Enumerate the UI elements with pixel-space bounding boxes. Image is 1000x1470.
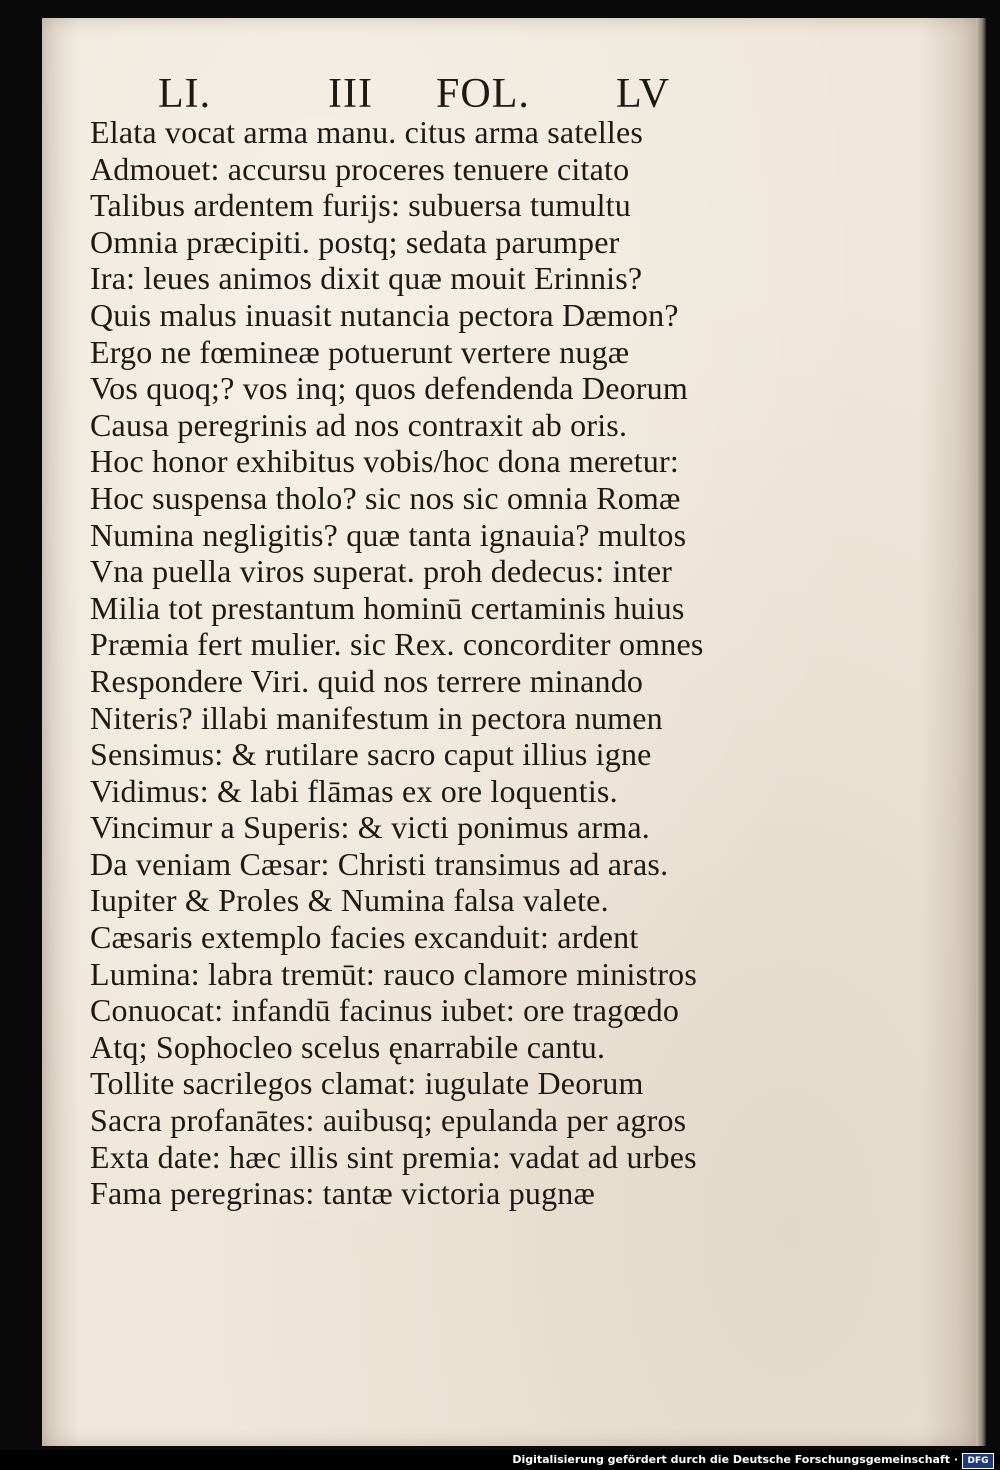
verse-line: Ergo ne fœmineæ potuerunt vertere nugæ: [90, 333, 630, 370]
verse-line: Vincimur a Superis: & victi ponimus arma.: [90, 809, 650, 846]
verse-block: [90, 114, 770, 1212]
verse-line: Conuocat: infandū facinus iubet: ore tragœdo: [90, 992, 680, 1029]
verse-line: Hoc suspensa tholo? sic nos sic omnia Romæ: [90, 479, 681, 516]
verse-line: Numina negligitis? quæ tanta ignauia? multos: [90, 516, 687, 553]
verse-line: Admouet: accursu proceres tenuere citato: [90, 150, 630, 187]
dfg-logo-icon: DFG: [962, 1453, 994, 1469]
verse-line: Quis malus inuasit nutancia pectora Dæmon?: [90, 296, 679, 333]
verse-line: Elata vocat arma manu. citus arma satelles: [90, 114, 644, 150]
verse-line: Vidimus: & labi flāmas ex ore loquentis.: [90, 772, 618, 809]
verse-line: Fama peregrinas: tantæ victoria pugnæ: [90, 1175, 596, 1212]
verse-line: Sensimus: & rutilare sacro caput illius igne: [90, 736, 652, 773]
page-edge: [976, 18, 986, 1446]
verse-line: Respondere Viri. quid nos terrere minando: [90, 662, 644, 699]
verse-line: Niteris? illabi manifestum in pectora numen: [90, 699, 663, 736]
verse-line: Sacra profanātes: auibusq; epulanda per agros: [90, 1102, 687, 1139]
header-number: III: [328, 71, 373, 117]
header-leaf: LV: [616, 71, 671, 117]
verse-line: Causa peregrinis ad nos contraxit ab oris.: [90, 406, 628, 443]
verse-line: Omnia præcipiti. postq; sedata parumper: [90, 223, 620, 260]
verse-line: Milia tot prestantum hominū certaminis huius: [90, 589, 685, 626]
verse-line: Præmia fert mulier. sic Rex. concorditer omnes: [90, 626, 704, 663]
verse-line: Talibus ardentem furijs: subuersa tumultu: [90, 187, 631, 224]
verse-line: Da veniam Cæsar: Christi transimus ad aras.: [90, 845, 669, 882]
header-book: LI.: [158, 71, 212, 117]
header-fol: FOL.: [436, 71, 530, 117]
verse-line: Lumina: labra tremūt: rauco clamore ministros: [90, 955, 698, 992]
verse-line: Exta date: hæc illis sint premia: vadat ad urbes: [90, 1138, 697, 1175]
verse-line: Iupiter & Proles & Numina falsa valete.: [90, 882, 609, 919]
verse-line: Tollite sacrilegos clamat: iugulate Deorum: [90, 1065, 644, 1102]
verse-line: Atq; Sophocleo scelus ęnarrabile cantu.: [90, 1028, 606, 1065]
verse-line: Hoc honor exhibitus vobis/hoc dona meretur:: [90, 443, 679, 480]
verse-line: Vos quoq;? vos inq; quos defendenda Deorum: [90, 370, 688, 407]
dfg-credit-text: Digitalisierung gefördert durch die Deutsche Forschungsgemeinschaft ·: [512, 1453, 958, 1466]
verse-line: Vna puella viros superat. proh dedecus: inter: [90, 553, 673, 590]
verse-line: Ira: leues animos dixit quæ mouit Erinnis?: [90, 260, 643, 297]
running-header: [158, 70, 698, 118]
verse-line: Cæsaris extemplo facies excanduit: ardent: [90, 919, 639, 956]
